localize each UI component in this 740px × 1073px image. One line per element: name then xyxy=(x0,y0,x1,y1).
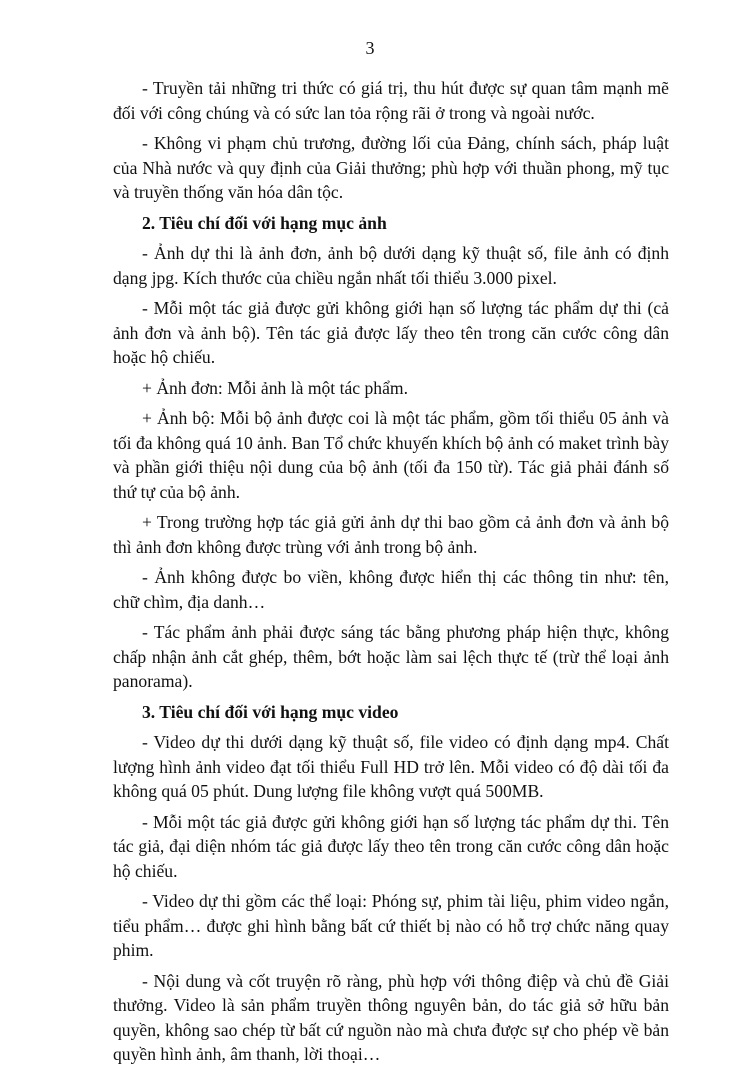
paragraph-video-submission-limit: - Mỗi một tác giả được gửi không giới hạn số lượng tác phẩm dự thi. Tên tác giả, đại diện nhóm tác giả được lấy theo tên trong căn cước công dân hoặc hộ chiếu. xyxy=(113,811,669,881)
paragraph-video-content-copyright: - Nội dung và cốt truyện rõ ràng, phù hợp với thông điệp và chủ đề Giải thưởng. Video là sản phẩm truyền thông nguyên bản, do tác giả sở hữu bản quyền, không sao chép từ bất cứ nguồn nào mà chưa được sự cho phép về bản quyền hình ảnh, âm thanh, lời thoại… xyxy=(113,970,669,1064)
paragraph-photo-series: + Ảnh bộ: Mỗi bộ ảnh được coi là một tác phẩm, gồm tối thiểu 05 ảnh và tối đa không quá 10 ảnh. Ban Tổ chức khuyến khích bộ ảnh có maket trình bày và phần giới thiệu nội dung của bộ ảnh (tối đa 150 từ). Tác giả phải đánh số thứ tự của bộ ảnh. xyxy=(113,408,669,502)
paragraph-photo-border-rule: - Ảnh không được bo viền, không được hiển thị các thông tin như: tên, chữ chìm, địa danh… xyxy=(113,567,669,612)
paragraph-compliance-criteria: - Không vi phạm chủ trương, đường lối của Đảng, chính sách, pháp luật của Nhà nước và quy định của Giải thưởng; phù hợp với thuần phong, mỹ tục và truyền thống văn hóa dân tộc. xyxy=(113,133,669,202)
paragraph-value-criteria: - Truyền tải những tri thức có giá trị, thu hút được sự quan tâm mạnh mẽ đối với công chúng và có sức lan tỏa rộng rãi ở trong và ngoài nước. xyxy=(113,78,669,123)
section-heading-photo: 2. Tiêu chí đối với hạng mục ảnh xyxy=(142,212,387,233)
page-number: 3 xyxy=(365,38,375,58)
paragraph-photo-realism-rule: - Tác phẩm ảnh phải được sáng tác bằng phương pháp hiện thực, không chấp nhận ảnh cắt ghép, thêm, bớt hoặc làm sai lệch thực tế (trừ thể loại ảnh panorama). xyxy=(113,622,669,691)
section-heading-video: 3. Tiêu chí đối với hạng mục video xyxy=(142,701,399,722)
document-body xyxy=(113,76,669,1073)
paragraph-single-photo: + Ảnh đơn: Mỗi ảnh là một tác phẩm. xyxy=(142,377,408,398)
paragraph-video-genres: - Video dự thi gồm các thể loại: Phóng sự, phim tài liệu, phim video ngắn, tiểu phẩm… được ghi hình bằng bất cứ thiết bị nào có hỗ trợ chức năng quay phim. xyxy=(113,891,669,960)
paragraph-photo-format: - Ảnh dự thi là ảnh đơn, ảnh bộ dưới dạng kỹ thuật số, file ảnh có định dạng jpg. Kích thước của chiều ngắn nhất tối thiểu 3.000 pixel. xyxy=(113,243,669,288)
paragraph-photo-submission-limit: - Mỗi một tác giả được gửi không giới hạn số lượng tác phẩm dự thi (cả ảnh đơn và ảnh bộ). Tên tác giả được lấy theo tên trong căn cước công dân hoặc hộ chiếu. xyxy=(113,298,669,367)
paragraph-video-format: - Video dự thi dưới dạng kỹ thuật số, file video có định dạng mp4. Chất lượng hình ảnh video đạt tối thiểu Full HD trở lên. Mỗi video có độ dài tối đa không quá 05 phút. Dung lượng file không vượt quá 500MB. xyxy=(113,732,669,801)
paragraph-photo-duplicate-rule: + Trong trường hợp tác giả gửi ảnh dự thi bao gồm cả ảnh đơn và ảnh bộ thì ảnh đơn không được trùng với ảnh trong bộ ảnh. xyxy=(113,512,669,557)
